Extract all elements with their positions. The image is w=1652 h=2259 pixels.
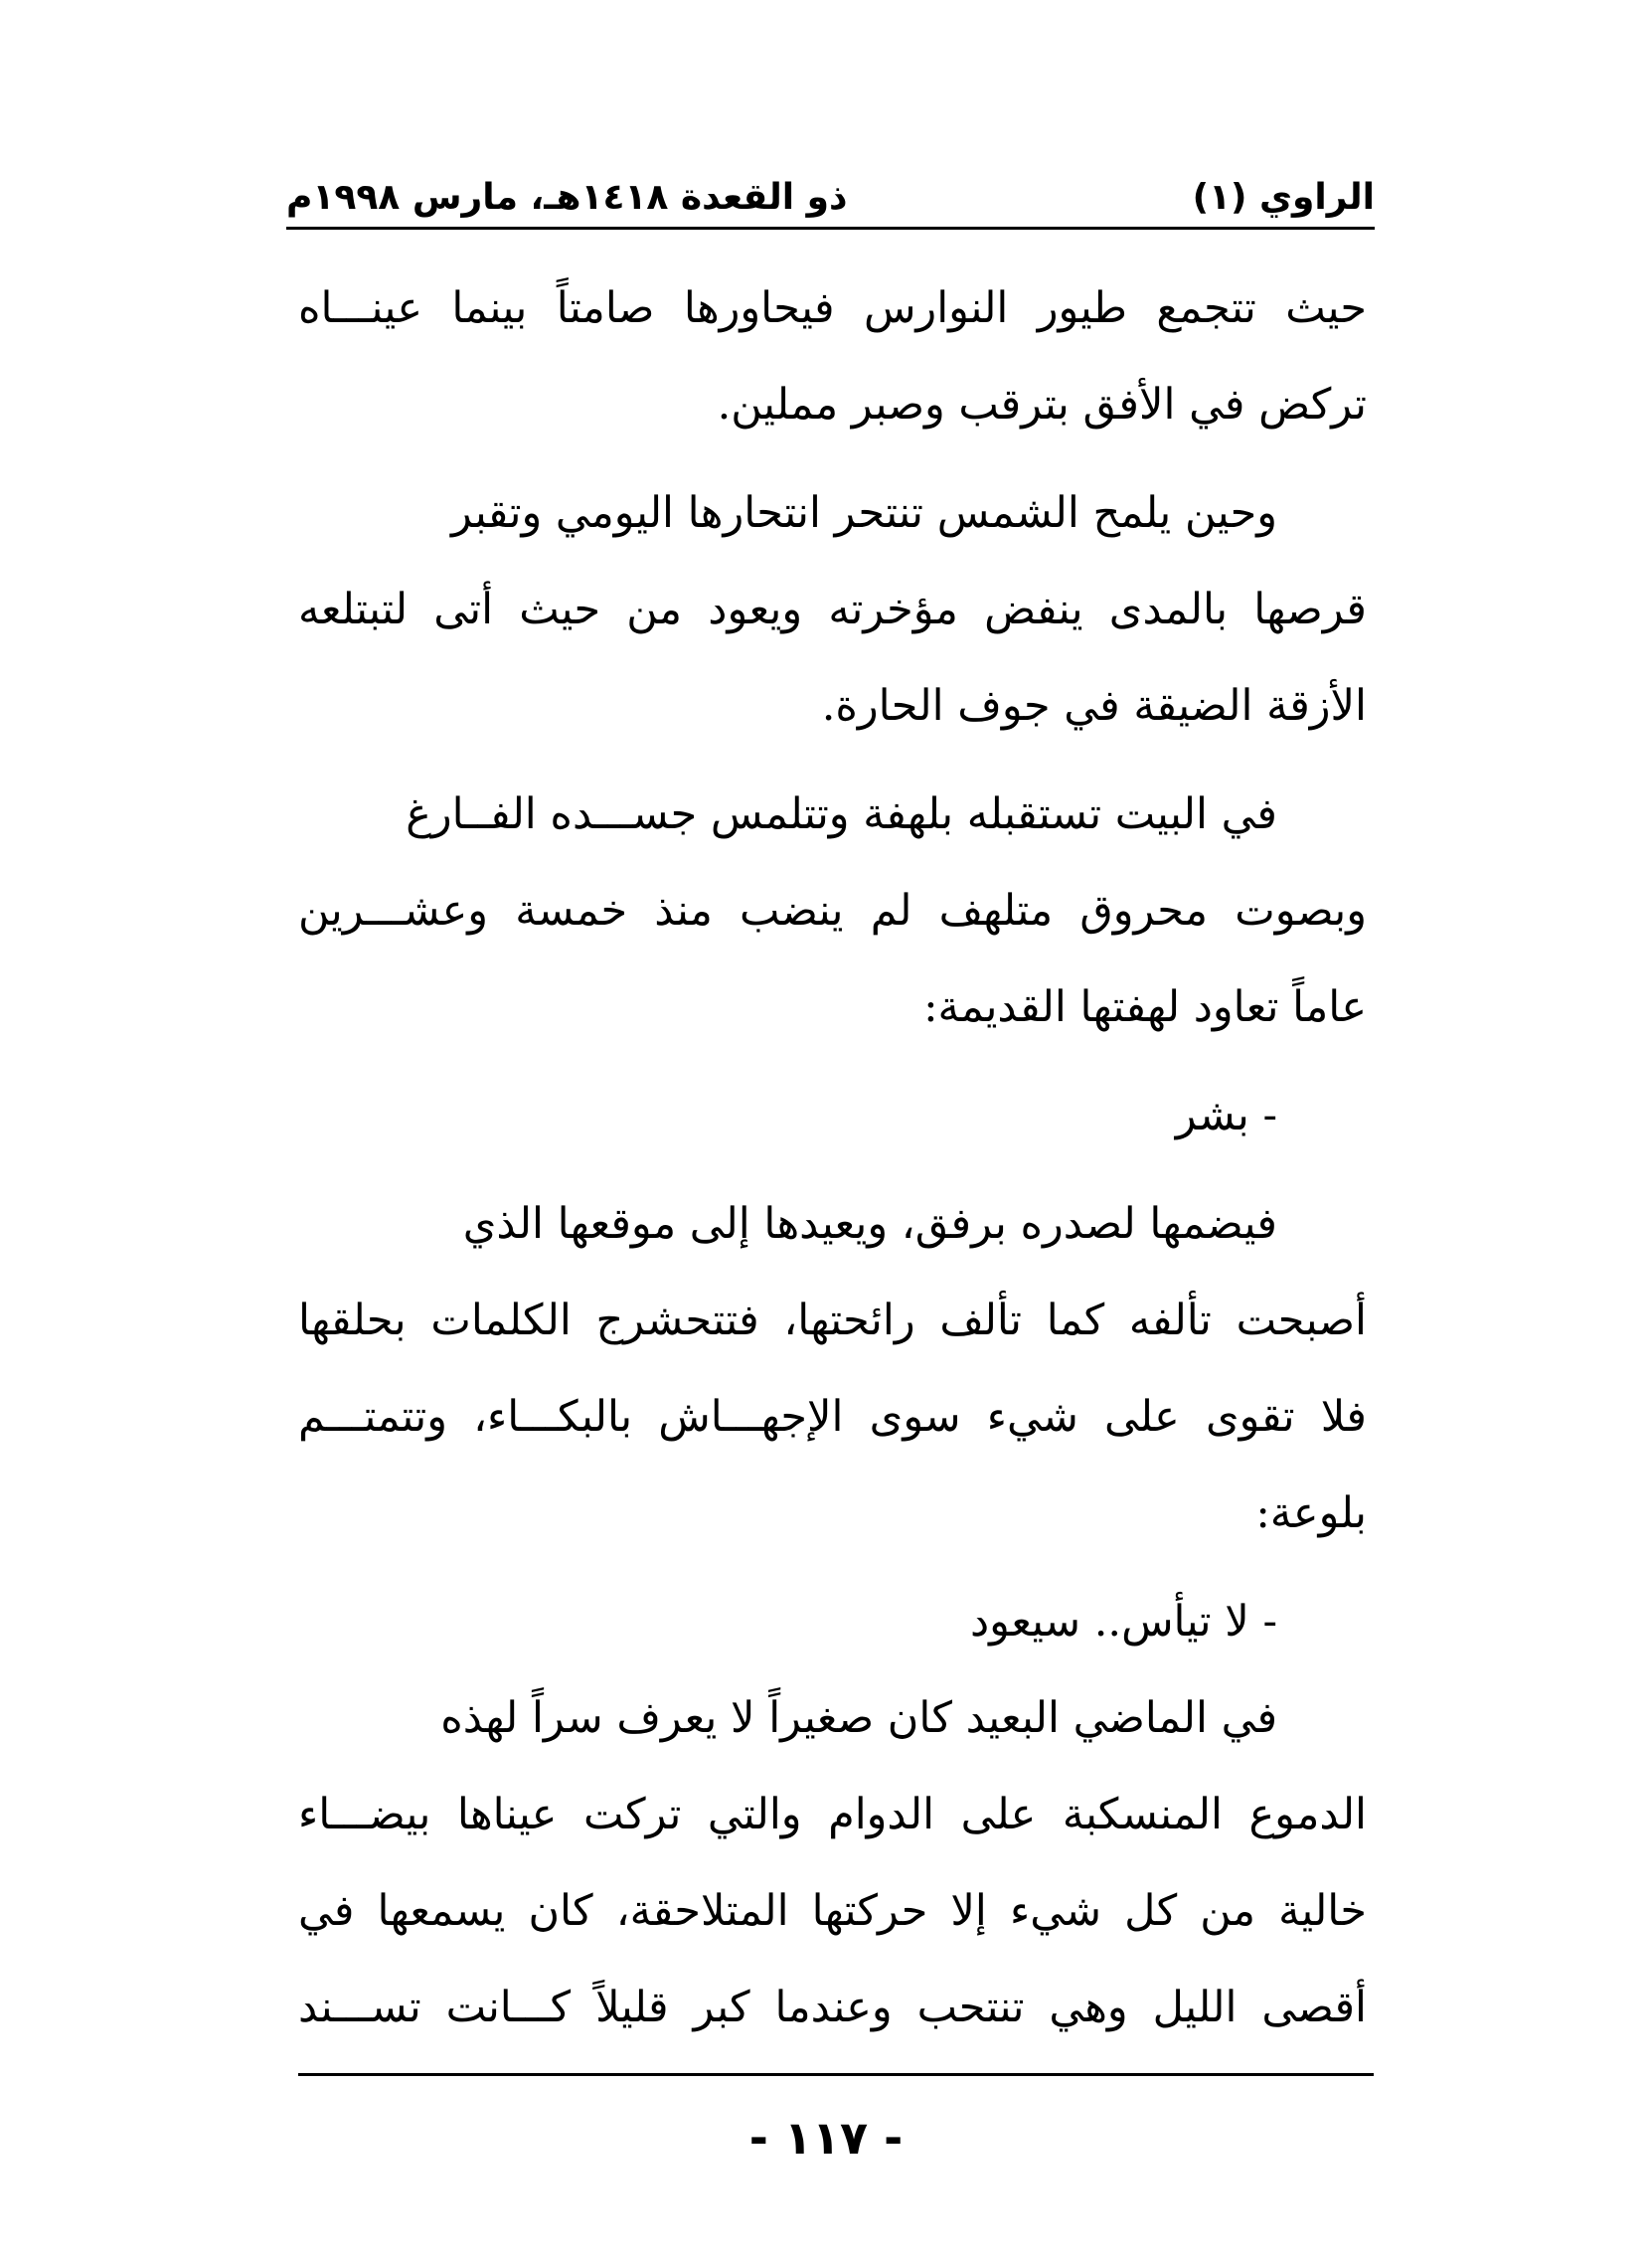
header-divider <box>286 227 1375 230</box>
dialogue-line: - بشر <box>1175 1091 1277 1140</box>
footer-divider <box>298 2073 1374 2076</box>
page-body <box>298 261 1367 2056</box>
dialogue-line: - لا تيأس.. سيعود <box>969 1597 1277 1647</box>
text-line: في الماضي البعيد كان صغيراً لا يعرف سراً لهذه <box>440 1693 1277 1743</box>
text-line: أقصى الليل وهي تنتحب وعندما كبر قليلاً كـــانت تســـند <box>298 1983 1367 2032</box>
journal-title: الراوي (١) <box>1192 176 1375 218</box>
text-line: حيث تتجمع طيور النوارس فيحاورها صامتاً بينما عينـــاه <box>298 283 1367 333</box>
text-line: أصبحت تألفه كما تألف رائحتها، فتتحشرج الكلمات بحلقها <box>298 1296 1367 1345</box>
issue-date: ذو القعدة ١٤١٨هـ، مارس ١٩٩٨م <box>286 176 848 218</box>
text-line: وبصوت محروق متلهف لم ينضب منذ خمسة وعشـــرين <box>298 886 1367 936</box>
text-line: الأزقة الضيقة في جوف الحارة. <box>821 681 1367 731</box>
text-line: بلوعة: <box>1255 1488 1367 1538</box>
running-header <box>286 171 1375 223</box>
text-line: فيضمها لصدره برفق، ويعيدها إلى موقعها الذي <box>462 1199 1277 1249</box>
text-line: الدموع المنسكبة على الدوام والتي تركت عيناها بيضـــاء <box>298 1790 1367 1839</box>
text-line: عاماً تعاود لهفتها القديمة: <box>923 982 1367 1032</box>
text-line: فلا تقوى على شيء سوى الإجهـــاش بالبكـــاء، وتتمتـــم <box>298 1392 1367 1442</box>
text-line: قرصها بالمدى ينفض مؤخرته ويعود من حيث أتى لتبتلعه <box>298 585 1367 634</box>
text-line: خالية من كل شيء إلا حركتها المتلاحقة، كان يسمعها في <box>298 1886 1367 1936</box>
text-line: في البيت تستقبله بلهفة وتتلمس جســـده الفــارغ <box>406 789 1277 839</box>
page-number: - ١١٧ - <box>748 2111 904 2165</box>
text-line: تركض في الأفق بترقب وصبر مملين. <box>717 380 1367 430</box>
text-line: وحين يلمح الشمس تنتحر انتحارها اليومي وتقبر <box>451 488 1277 538</box>
